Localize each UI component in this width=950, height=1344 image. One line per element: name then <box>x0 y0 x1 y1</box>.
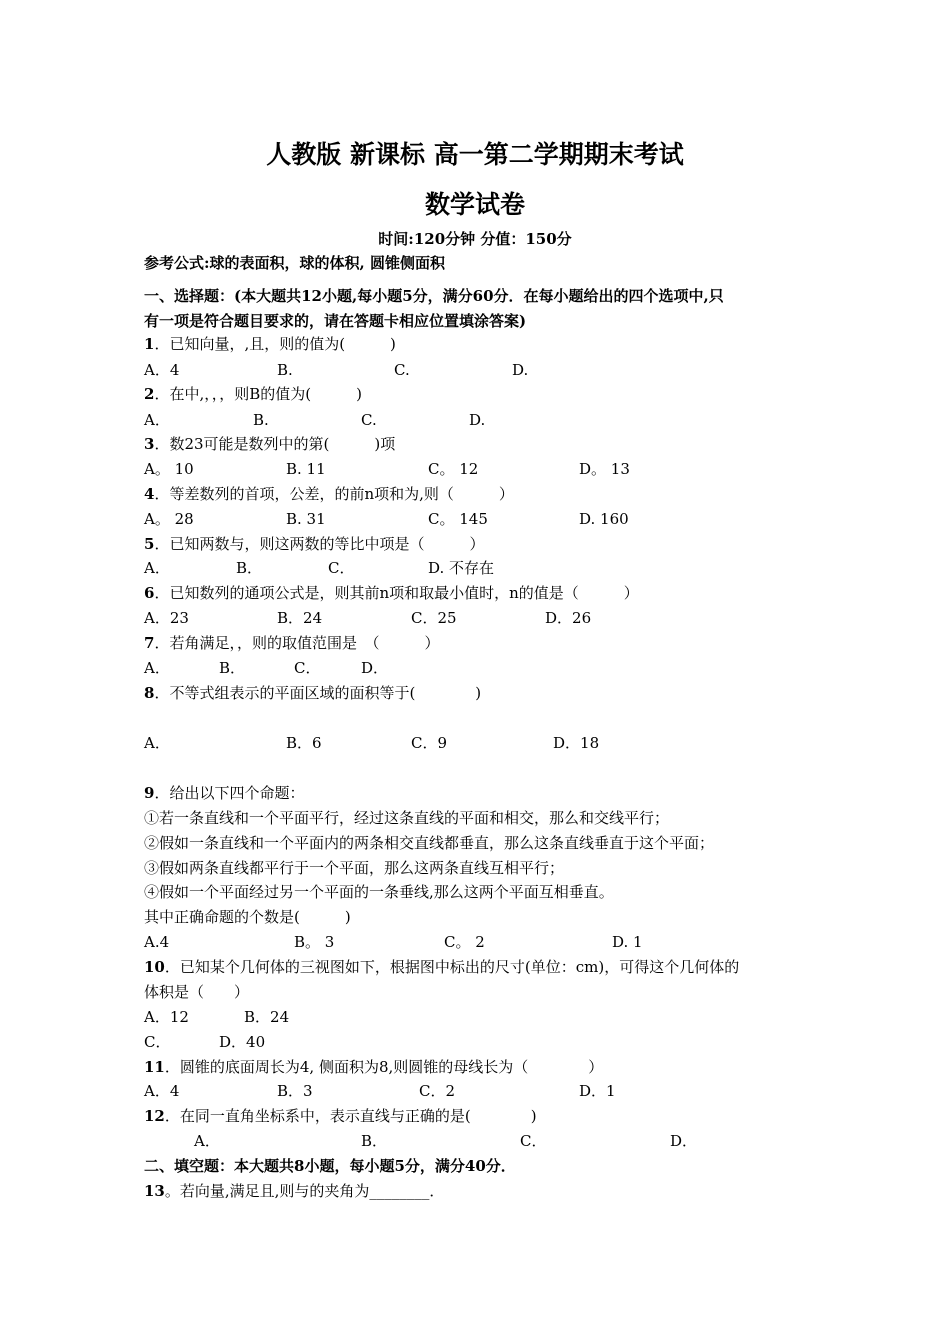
q9-option-b: B。 3 <box>294 933 335 951</box>
q11-option-a: A．4 <box>144 1082 180 1100</box>
q10-option-d: D．40 <box>219 1033 266 1051</box>
question-text: ．已知两数与，则这两数的等比中项是（ ） <box>154 535 485 553</box>
question-3 <box>144 434 395 454</box>
question-text: ．等差数列的首项，公差，的前n项和为,则（ ） <box>154 485 514 503</box>
q4-option-c: C。 145 <box>428 510 488 528</box>
question-6 <box>144 583 639 603</box>
question-12 <box>144 1106 537 1126</box>
question-number: 8 <box>144 684 155 702</box>
question-number: 13 <box>144 1182 165 1200</box>
question-number: 5 <box>144 535 155 553</box>
q11-option-b: B．3 <box>277 1082 313 1100</box>
q3-option-c: C。 12 <box>428 460 479 478</box>
question-text: ．圆锥的底面周长为4, 侧面积为8,则圆锥的母线长为（ ） <box>164 1058 604 1076</box>
section2-heading: 二、填空题：本大题共8小题，每小题5分，满分40分． <box>144 1157 516 1175</box>
q8-option-d: D．18 <box>553 734 600 752</box>
question-number: 1 <box>144 335 155 353</box>
q12-option-d: D． <box>670 1132 698 1150</box>
q12-option-b: B． <box>361 1132 388 1150</box>
q9-statement-3: ③假如两条直线都平行于一个平面，那么这两条直线互相平行； <box>144 859 565 877</box>
q11-option-d: D．1 <box>579 1082 616 1100</box>
q7-option-d: D． <box>361 659 389 677</box>
question-number: 7 <box>144 634 155 652</box>
q2-option-d: D. <box>469 411 486 429</box>
q1-option-d: D. <box>512 361 529 379</box>
question-11 <box>144 1057 603 1077</box>
q12-option-c: C． <box>520 1132 547 1150</box>
question-text: ．已知向量，,且，则的值为( ) <box>154 335 396 353</box>
question-9 <box>144 783 304 803</box>
q6-option-b: B．24 <box>277 609 323 627</box>
q3-option-b: B. 11 <box>286 460 326 478</box>
q3-option-a: A。 10 <box>144 460 194 478</box>
q9-option-c: C。 2 <box>444 933 485 951</box>
exam-title: 人教版 新课标 高一第二学期期末考试 <box>266 140 684 169</box>
question-text: ．若角满足，，则的取值范围是 （ ） <box>154 634 440 652</box>
q2-option-b: B. <box>253 411 269 429</box>
question-number: 9 <box>144 784 155 802</box>
q10-option-c: C． <box>144 1033 171 1051</box>
section1-heading-line2: 有一项是符合题目要求的，请在答题卡相应位置填涂答案) <box>144 312 527 330</box>
q5-option-a: A． <box>144 559 170 577</box>
q10-option-b: B．24 <box>244 1008 290 1026</box>
q6-option-c: C．25 <box>411 609 457 627</box>
q9-statement-4: ④假如一个平面经过另一个平面的一条垂线,那么这两个平面互相垂直。 <box>144 883 614 901</box>
question-number: 2 <box>144 385 155 403</box>
q1-option-a: A．4 <box>144 361 180 379</box>
q10-text-continued: 体积是（ ） <box>144 983 250 1001</box>
q7-option-c: C． <box>294 659 321 677</box>
question-text: ．在同一直角坐标系中，表示直线与正确的是( ) <box>164 1107 537 1125</box>
question-number: 4 <box>144 485 155 503</box>
q2-option-a: A． <box>144 411 170 429</box>
q9-statement-1: ①若一条直线和一个平面平行，经过这条直线的平面和相交，那么和交线平行； <box>144 809 670 827</box>
question-7 <box>144 633 439 653</box>
q12-option-a: A． <box>194 1132 220 1150</box>
question-number: 3 <box>144 435 155 453</box>
question-4 <box>144 484 514 504</box>
q5-option-d: D. 不存在 <box>428 559 495 577</box>
question-text: 。若向量,满足且,则与的夹角为________． <box>164 1182 445 1200</box>
section1-heading-line1: 一、选择题：(本大题共12小题,每小题5分，满分60分．在每小题给出的四个选项中,只 <box>144 287 724 305</box>
question-text: ．在中,，，，则B的值为( ) <box>154 385 362 403</box>
q3-option-d: D。 13 <box>579 460 630 478</box>
reference-formula: 参考公式:球的表面积，球的体积, 圆锥侧面积 <box>144 254 445 272</box>
q4-option-d: D. 160 <box>579 510 629 528</box>
question-number: 10 <box>144 958 165 976</box>
q6-option-a: A．23 <box>144 609 189 627</box>
q10-option-a: A．12 <box>144 1008 189 1026</box>
question-text: ．不等式组表示的平面区域的面积等于( ) <box>154 684 482 702</box>
question-text: ．给出以下四个命题： <box>154 784 305 802</box>
q7-option-b: B． <box>219 659 246 677</box>
q9-statement-2: ②假如一条直线和一个平面内的两条相交直线都垂直，那么这条直线垂直于这个平面； <box>144 834 715 852</box>
question-10 <box>144 957 739 977</box>
question-8 <box>144 683 481 703</box>
question-text: ．已知某个几何体的三视图如下，根据图中标出的尺寸(单位：cm)，可得这个几何体的 <box>164 958 740 976</box>
q4-option-b: B. 31 <box>286 510 326 528</box>
question-number: 12 <box>144 1107 165 1125</box>
subject-title: 数学试卷 <box>424 190 525 219</box>
question-text: ．已知数列的通项公式是，则其前n项和取最小值时，n的值是（ ） <box>154 584 639 602</box>
q5-option-c: C． <box>328 559 355 577</box>
time-score: 时间:120分钟 分值：150分 <box>378 230 572 248</box>
question-number: 6 <box>144 584 155 602</box>
question-number: 11 <box>144 1058 165 1076</box>
q11-option-c: C．2 <box>419 1082 456 1100</box>
question-5 <box>144 534 484 554</box>
q1-option-b: B. <box>277 361 293 379</box>
q7-option-a: A． <box>144 659 170 677</box>
q6-option-d: D．26 <box>545 609 592 627</box>
q4-option-a: A。 28 <box>144 510 194 528</box>
q8-option-b: B．6 <box>286 734 322 752</box>
question-2 <box>144 384 362 404</box>
q2-option-c: C. <box>361 411 377 429</box>
q9-option-d: D. 1 <box>612 933 643 951</box>
question-13 <box>144 1181 444 1201</box>
q9-option-a: A.4 <box>144 933 170 951</box>
q8-option-a: A． <box>144 734 170 752</box>
q9-question: 其中正确命题的个数是( ) <box>144 908 351 926</box>
q5-option-b: B． <box>236 559 263 577</box>
question-1 <box>144 334 396 354</box>
q1-option-c: C. <box>394 361 410 379</box>
q8-option-c: C．9 <box>411 734 448 752</box>
question-text: ．数23可能是数列中的第( )项 <box>154 435 396 453</box>
